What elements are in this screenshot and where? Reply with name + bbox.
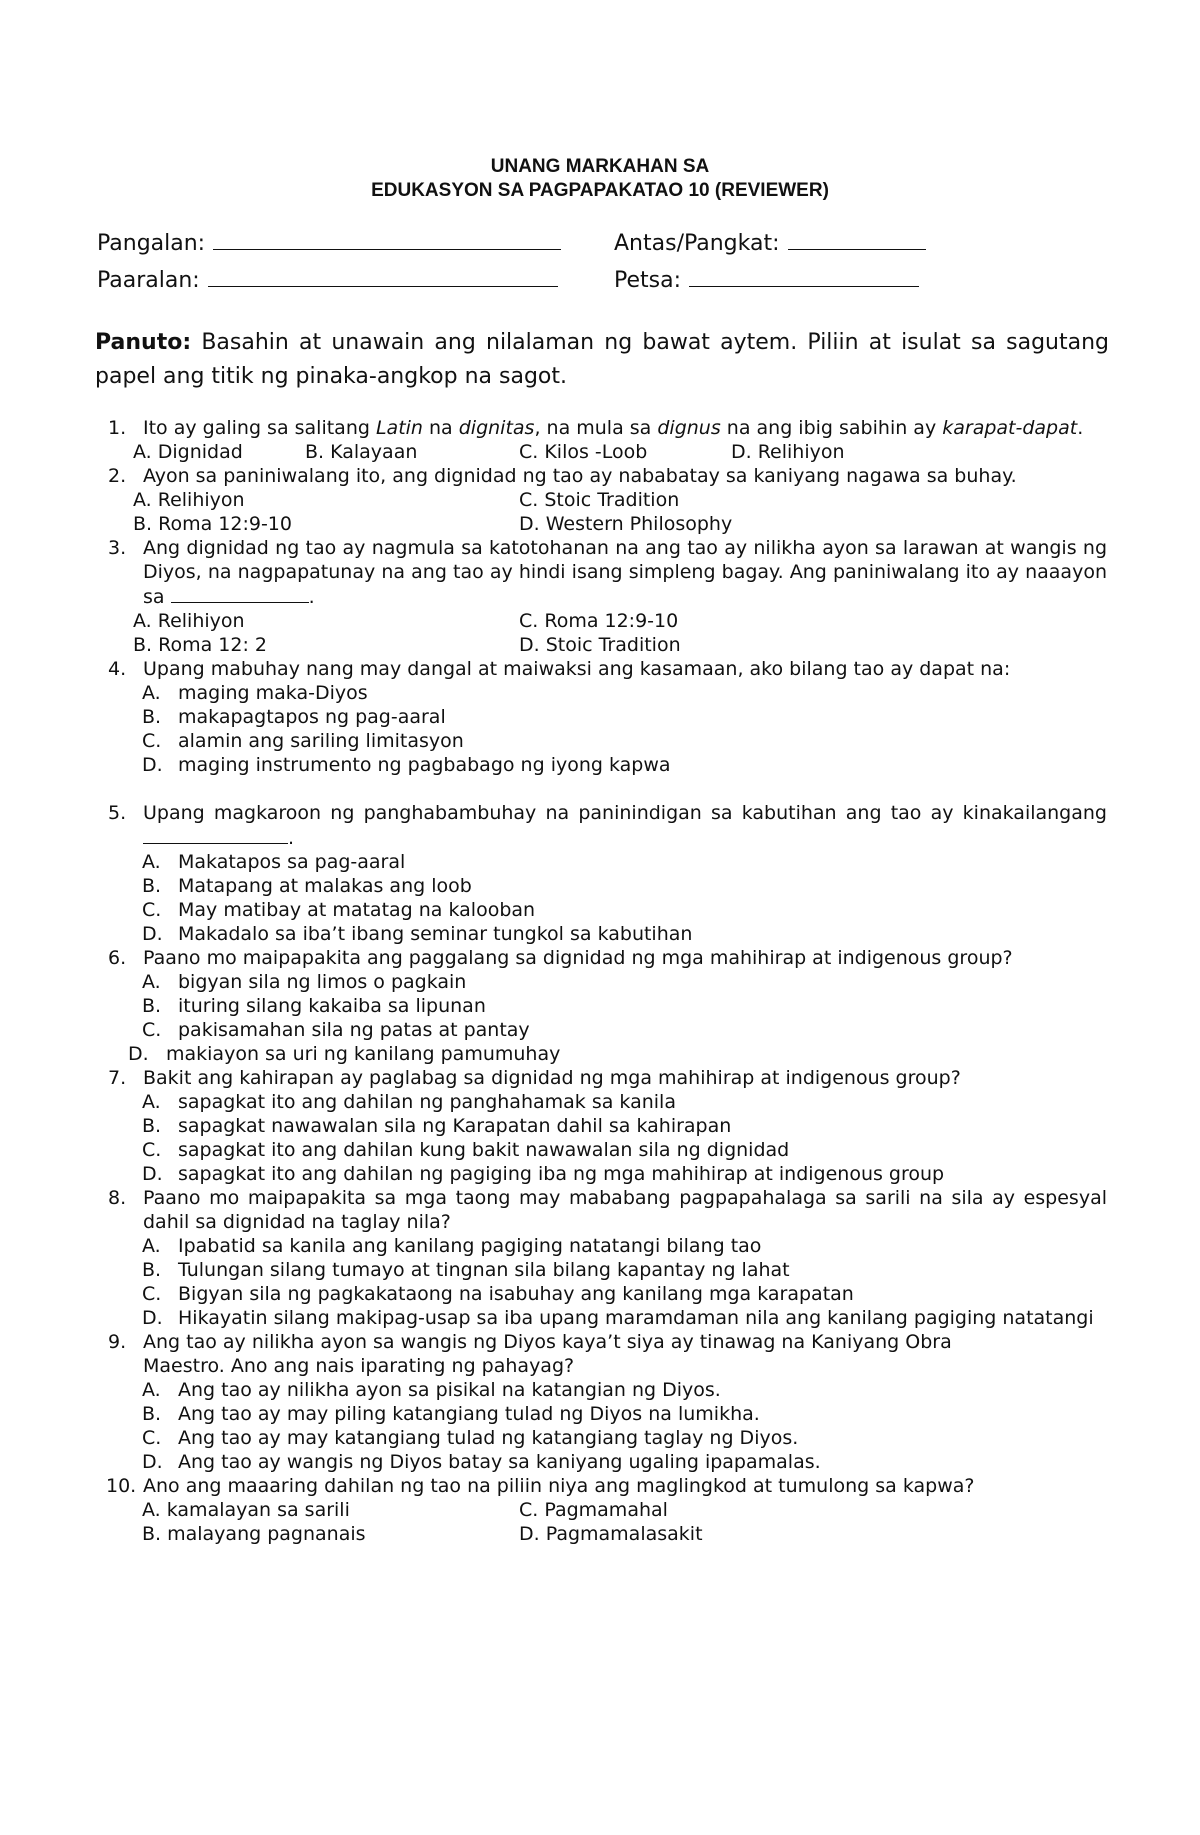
instructions-text: Basahin at unawain ang nilalaman ng bawat aytem. Piliin at isulat sa sagutang papel ang titik ng pinaka-angkop na sagot. [95, 330, 1109, 389]
question-number: 3. [108, 537, 127, 559]
option-letter: C. [142, 1427, 162, 1449]
option-letter: B. [142, 1259, 162, 1281]
option-letter: C. [142, 1283, 162, 1305]
option-letter: C. [142, 1019, 162, 1041]
school-blank[interactable] [208, 266, 558, 287]
choice[interactable]: D. Relihiyon [731, 441, 845, 463]
question-text: Ang tao ay nilikha ayon sa wangis ng Diyos kaya’t siya ay tinawag na Kaniyang Obra Maestro. Ano ang nais iparating ng pahayag? [143, 1331, 952, 1377]
option[interactable] [142, 1282, 1200, 1306]
option-letter: C. [142, 899, 162, 921]
question-5 [108, 801, 1107, 850]
option-letter: B. [142, 1403, 162, 1425]
option-text: sapagkat ito ang dahilan ng pagiging iba ng mga mahihirap at indigenous group [178, 1163, 945, 1185]
question-7 [108, 1066, 1107, 1090]
option[interactable] [142, 922, 1200, 946]
option-text: bigyan sila ng limos o pagkain [178, 971, 467, 993]
question-text: Paano mo maipapakita sa mga taong may mababang pagpapahalaga sa sarili na sila ay espesyal dahil sa dignidad na taglay nila? [143, 1187, 1107, 1233]
question-text-italic: dignus [657, 417, 721, 439]
title-line-1: UNANG MARKAHAN SA [490, 156, 710, 177]
option-text: sapagkat ito ang dahilan kung bakit nawawalan sila ng dignidad [178, 1139, 790, 1161]
instructions [95, 326, 1109, 394]
option-text: makapagtapos ng pag-aaral [178, 706, 446, 728]
question-4 [108, 657, 1107, 681]
question-text: Ayon sa paniniwalang ito, ang dignidad ng tao ay nababatay sa kaniyang nagawa sa buhay. [143, 465, 1017, 487]
option-text: Ang tao ay may katangiang tulad ng katangiang taglay ng Diyos. [178, 1427, 799, 1449]
choice-row [130, 512, 1110, 536]
option-letter: A. [142, 851, 161, 873]
option[interactable] [142, 705, 1200, 729]
option-letter: A. [142, 1379, 161, 1401]
option-text: Ang tao ay nilikha ayon sa pisikal na katangian ng Diyos. [178, 1379, 721, 1401]
option[interactable] [142, 753, 1200, 777]
choice-row [130, 440, 1110, 464]
name-blank[interactable] [213, 229, 561, 250]
option-letter: A. [142, 971, 161, 993]
choice[interactable]: C. Stoic Tradition [519, 489, 680, 511]
choice[interactable]: C. Kilos -Loob [519, 441, 648, 463]
option-letter: B. [142, 706, 162, 728]
spacer [0, 777, 1200, 801]
option[interactable] [142, 1090, 1200, 1114]
choice-row [130, 488, 1110, 512]
question-text: Upang mabuhay nang may dangal at maiwaksi ang kasamaan, ako bilang tao ay dapat na: [143, 658, 1011, 680]
option[interactable] [142, 1138, 1200, 1162]
option-letter: D. [128, 1043, 149, 1065]
option-letter: D. [142, 1163, 163, 1185]
option-letter: D. [142, 754, 163, 776]
choice-row [130, 1522, 1110, 1546]
option[interactable] [142, 1162, 1200, 1186]
option-text: Hikayatin silang makipag-usap sa iba upang maramdaman nila ang kanilang pagiging natatangi [178, 1307, 1094, 1329]
school-label: Paaralan: [97, 268, 200, 293]
option[interactable] [142, 1018, 1200, 1042]
date-field[interactable] [614, 266, 919, 293]
choice-row [130, 1498, 1110, 1522]
question-text: na ang ibig sabihin ay [720, 417, 943, 439]
option-letter: B. [142, 1115, 162, 1137]
question-text-end: . [308, 586, 315, 608]
choice[interactable]: D. Stoic Tradition [519, 634, 681, 656]
name-field[interactable] [97, 229, 561, 256]
name-label: Pangalan: [97, 231, 206, 256]
question-number: 9. [108, 1331, 127, 1353]
option[interactable] [142, 1426, 1200, 1450]
level-blank[interactable] [788, 229, 926, 250]
choice[interactable]: B. malayang pagnanais [142, 1523, 366, 1545]
option[interactable] [142, 729, 1200, 753]
answer-blank[interactable] [171, 584, 309, 603]
question-10 [106, 1474, 1107, 1498]
option-text: Makadalo sa iba’t ibang seminar tungkol sa kabutihan [178, 923, 693, 945]
choice-row [130, 633, 1110, 657]
option-letter: A. [142, 1091, 161, 1113]
choice[interactable]: A. Relihiyon [133, 489, 245, 511]
option-text: Tulungan silang tumayo at tingnan sila bilang kapantay ng lahat [178, 1259, 790, 1281]
answer-blank[interactable] [143, 825, 288, 844]
question-number: 1. [108, 417, 127, 439]
question-text: . [1077, 417, 1084, 439]
option-text: ituring silang kakaiba sa lipunan [178, 995, 486, 1017]
option-text: alamin ang sariling limitasyon [178, 730, 464, 752]
option-text: Ang tao ay wangis ng Diyos batay sa kaniyang ugaling ipapamalas. [178, 1451, 821, 1473]
option-text: Ang tao ay may piling katangiang tulad ng Diyos na lumikha. [178, 1403, 760, 1425]
option[interactable] [142, 1306, 1108, 1330]
option-letter: B. [142, 995, 162, 1017]
question-number: 7. [108, 1067, 127, 1089]
choice[interactable]: A. kamalayan sa sarili [142, 1499, 350, 1521]
question-2 [108, 464, 1107, 488]
choice[interactable]: B. Kalayaan [305, 441, 418, 463]
choice[interactable]: B. Roma 12: 2 [133, 634, 267, 656]
question-1 [108, 416, 1107, 440]
option[interactable] [128, 1042, 1200, 1066]
question-number: 5. [108, 802, 127, 824]
option-text: maging maka-Diyos [178, 682, 368, 704]
choice[interactable]: D. Pagmamalasakit [519, 1523, 703, 1545]
question-text-italic: karapat-dapat [942, 417, 1078, 439]
option[interactable] [142, 1234, 1200, 1258]
option-letter: C. [142, 1139, 162, 1161]
question-text: Bakit ang kahirapan ay paglabag sa dignidad ng mga mahihirap at indigenous group? [143, 1067, 961, 1089]
option-letter: D. [142, 923, 163, 945]
question-text: , na mula sa [534, 417, 658, 439]
question-number: 6. [108, 947, 127, 969]
choice[interactable]: C. Pagmamahal [519, 1499, 668, 1521]
option[interactable] [142, 970, 1200, 994]
date-label: Petsa: [614, 268, 681, 293]
option-text: Makatapos sa pag-aaral [178, 851, 406, 873]
question-text: Upang magkaroon ng panghabambuhay na paninindigan sa kabutihan ang tao ay kinakailangang [143, 802, 1107, 824]
title-line-2: EDUKASYON SA PAGPAPAKATAO 10 (REVIEWER) [371, 180, 829, 201]
question-6 [108, 946, 1107, 970]
choice[interactable]: C. Roma 12:9-10 [519, 610, 679, 632]
choice[interactable]: B. Roma 12:9-10 [133, 513, 292, 535]
question-number: 2. [108, 465, 127, 487]
question-number: 10. [106, 1475, 137, 1497]
choice[interactable]: A. Dignidad [133, 441, 243, 463]
option[interactable] [142, 1450, 1200, 1474]
option[interactable] [142, 994, 1200, 1018]
option-text: sapagkat nawawalan sila ng Karapatan dahil sa kahirapan [178, 1115, 732, 1137]
instructions-label: Panuto: [95, 330, 192, 355]
question-text: Ano ang maaaring dahilan ng tao na piliin niya ang maglingkod at tumulong sa kapwa? [143, 1475, 975, 1497]
school-field[interactable] [97, 266, 558, 293]
question-number: 4. [108, 658, 127, 680]
question-text-italic: dignitas [458, 417, 535, 439]
option-text: makiayon sa uri ng kanilang pamumuhay [166, 1043, 561, 1065]
option-text: May matibay at matatag na kalooban [178, 899, 536, 921]
option-letter: B. [142, 875, 162, 897]
option[interactable] [142, 898, 1200, 922]
option-text: Bigyan sila ng pagkakataong na isabuhay ang kanilang mga karapatan [178, 1283, 854, 1305]
question-list [0, 416, 1200, 1546]
option[interactable] [142, 681, 1200, 705]
option[interactable] [142, 1402, 1200, 1426]
option-letter: D. [142, 1451, 163, 1473]
level-field[interactable] [614, 229, 926, 256]
choice-row [130, 609, 1110, 633]
choice[interactable]: A. Relihiyon [133, 610, 245, 632]
option-letter: A. [142, 1235, 161, 1257]
option[interactable] [142, 850, 1200, 874]
level-label: Antas/Pangkat: [614, 231, 780, 256]
question-8 [108, 1186, 1107, 1234]
question-text: Ang dignidad ng tao ay nagmula sa katotohanan na ang tao ay nilikha ayon sa larawan at wangis ng Diyos, na nagpapatunay na ang tao ay hindi isang simpleng bagay. Ang paniniwalang ito ay naaayon sa [143, 537, 1107, 608]
question-9 [108, 1330, 1023, 1378]
date-blank[interactable] [689, 266, 919, 287]
choice[interactable]: D. Western Philosophy [519, 513, 733, 535]
question-text: na [422, 417, 459, 439]
option-text: Matapang at malakas ang loob [178, 875, 472, 897]
option-text: pakisamahan sila ng patas at pantay [178, 1019, 530, 1041]
question-3 [108, 536, 1107, 609]
question-number: 8. [108, 1187, 127, 1209]
option-text: Ipabatid sa kanila ang kanilang pagiging natatangi bilang tao [178, 1235, 762, 1257]
option[interactable] [142, 1114, 1200, 1138]
option-letter: A. [142, 682, 161, 704]
option[interactable] [142, 874, 1200, 898]
option-text: maging instrumento ng pagbabago ng iyong kapwa [178, 754, 671, 776]
option-letter: D. [142, 1307, 163, 1329]
option[interactable] [142, 1258, 1200, 1282]
option[interactable] [142, 1378, 1200, 1402]
question-text-italic: Latin [375, 417, 423, 439]
question-text: Ito ay galing sa salitang [143, 417, 376, 439]
question-text-end: . [288, 827, 295, 849]
option-letter: C. [142, 730, 162, 752]
question-text: Paano mo maipapakita ang paggalang sa dignidad ng mga mahihirap at indigenous group? [143, 947, 1013, 969]
option-text: sapagkat ito ang dahilan ng panghahamak sa kanila [178, 1091, 676, 1113]
